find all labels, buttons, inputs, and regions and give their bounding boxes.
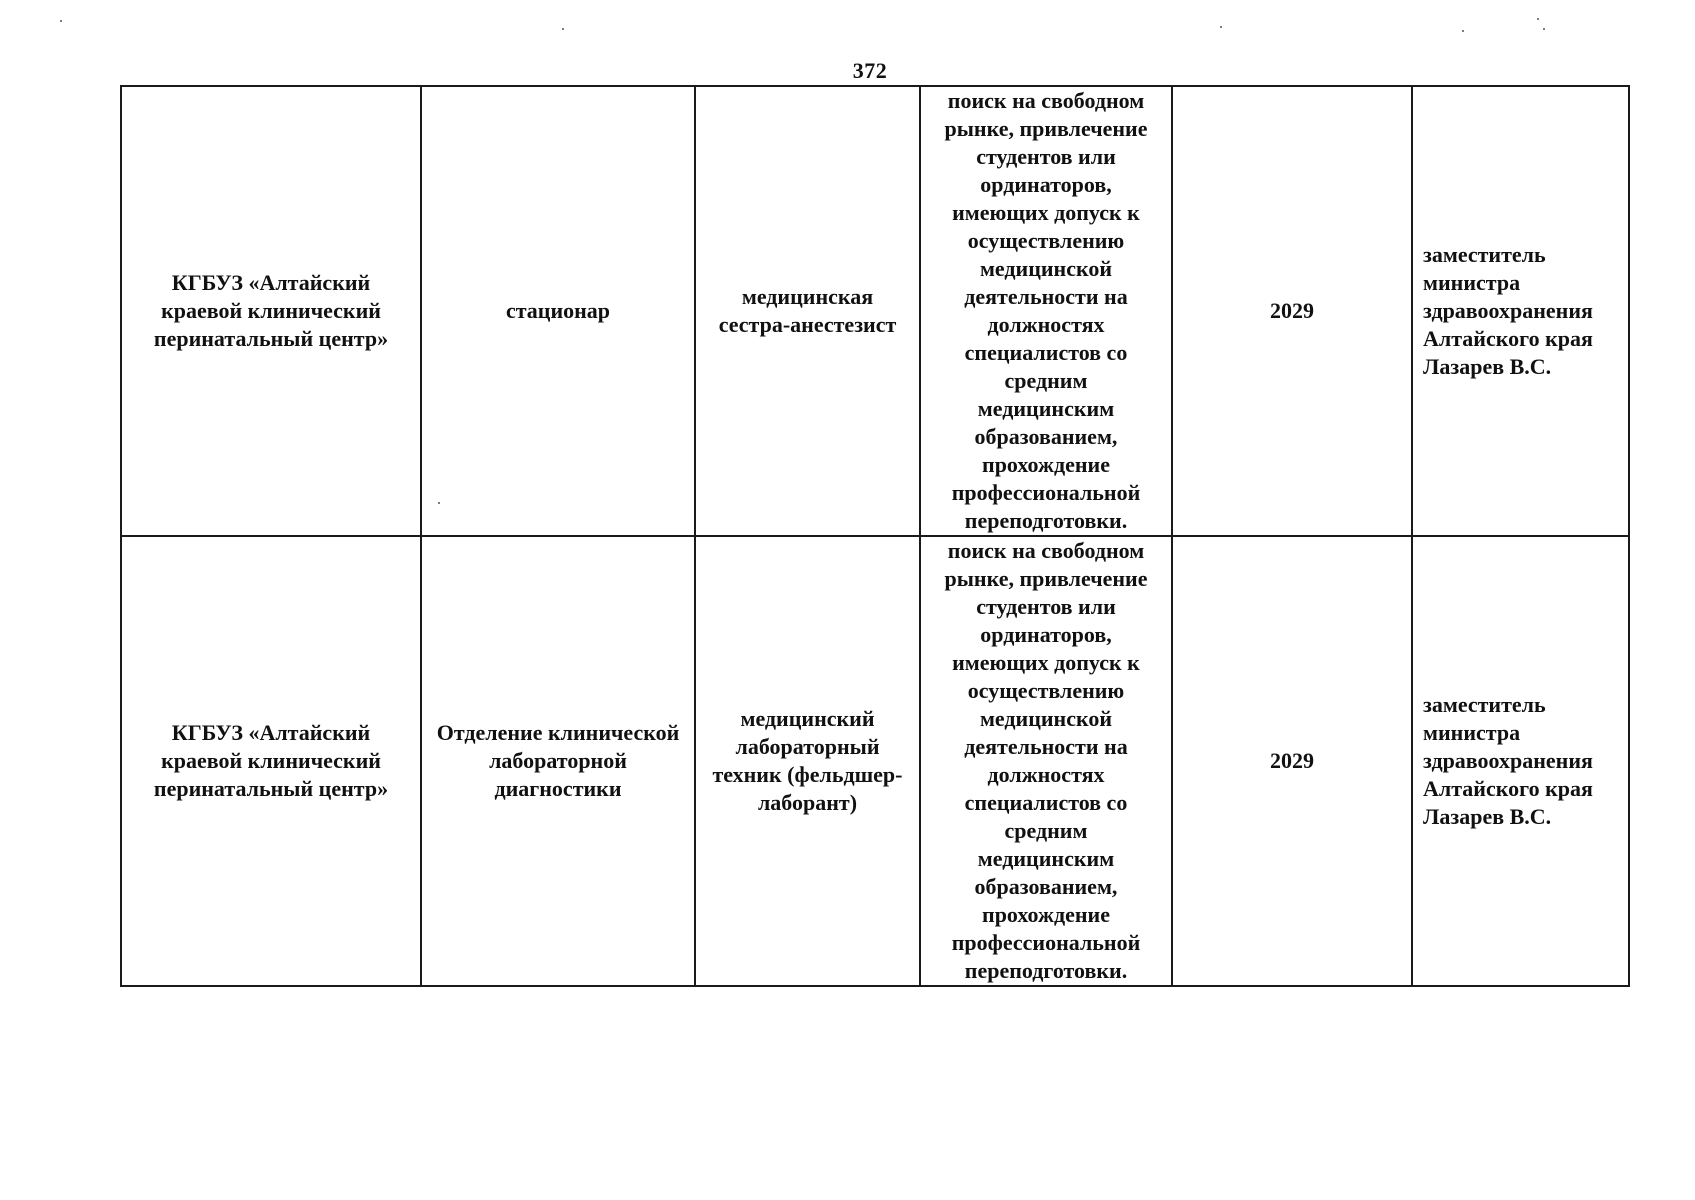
year-cell: 2029: [1172, 536, 1412, 986]
scan-speck: [1462, 30, 1464, 32]
position-cell: медицинский лабораторный техник (фельдшер- лаборант): [695, 536, 920, 986]
scan-speck: [60, 20, 62, 22]
table-row: [121, 86, 1629, 536]
department-cell: Отделение клинической лабораторной диагностики: [421, 536, 695, 986]
scan-speck: [1537, 18, 1539, 20]
scan-speck: [562, 28, 564, 30]
scan-speck: [1543, 28, 1545, 30]
responsible-cell: заместитель министра здравоохранения Алтайского края Лазарев В.С.: [1412, 536, 1629, 986]
responsible-cell: заместитель министра здравоохранения Алтайского края Лазарев В.С.: [1412, 86, 1629, 536]
staffing-table: [120, 85, 1630, 987]
table-row: [121, 536, 1629, 986]
scan-speck: [1220, 26, 1222, 28]
measures-cell: поиск на свободном рынке, привлечение студентов или ординаторов, имеющих допуск к осуществлению медицинской деятельности на должностях специалистов со средним медицинским образованием, прохождение профессиональной переподготовки.: [920, 86, 1172, 536]
measures-cell: поиск на свободном рынке, привлечение студентов или ординаторов, имеющих допуск к осуществлению медицинской деятельности на должностях специалистов со средним медицинским образованием, прохождение профессиональной переподготовки.: [920, 536, 1172, 986]
page-number: 372: [852, 58, 888, 83]
position-cell: медицинская сестра-анестезист: [695, 86, 920, 536]
year-cell: 2029: [1172, 86, 1412, 536]
organization-cell: КГБУЗ «Алтайский краевой клинический перинатальный центр»: [121, 86, 421, 536]
department-cell: стационар: [421, 86, 695, 536]
organization-cell: КГБУЗ «Алтайский краевой клинический перинатальный центр»: [121, 536, 421, 986]
